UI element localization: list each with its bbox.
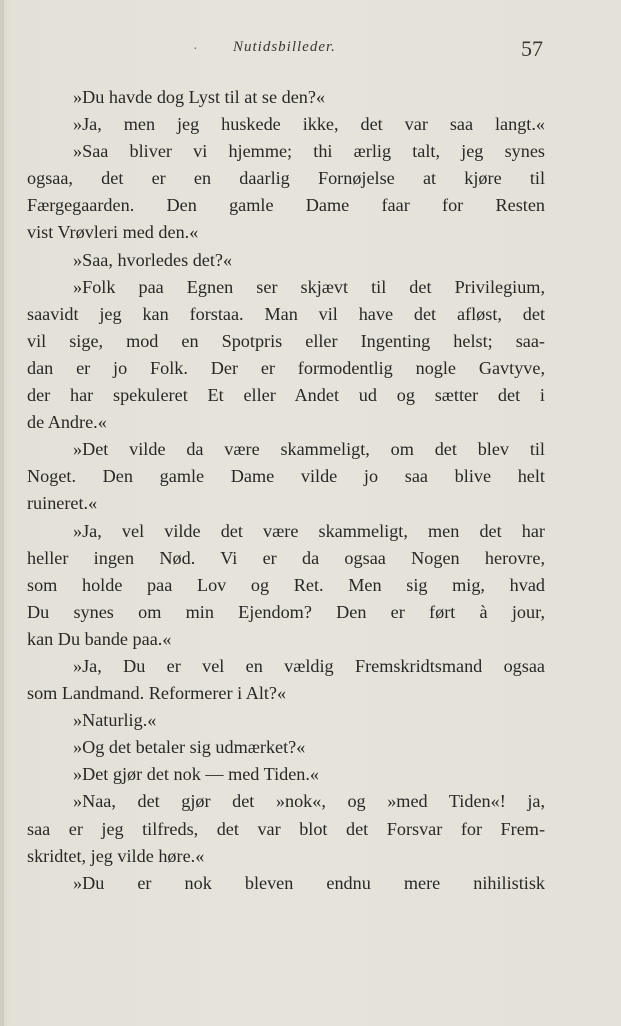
text-line: »Folk paa Egnen ser skjævt til det Privilegium, [73,276,545,297]
text-line: »Du er nok bleven endnu mere nihilistisk [73,872,545,893]
text-line: de Andre.« [27,412,107,433]
page-number: 57 [521,36,543,61]
text-line: som Landmand. Reformerer i Alt?« [27,683,287,704]
text-line: som holde paa Lov og Ret. Men sig mig, hvad [27,574,545,595]
text-line: saa er jeg tilfreds, det var blot det Forsvar for Frem- [27,818,545,839]
text-line: Du synes om min Ejendom? Den er ført à jour, [27,601,545,622]
text-line: »Naa, det gjør det »nok«, og »med Tiden«! ja, [73,791,545,812]
text-line: »Du havde dog Lyst til at se den?« [73,87,326,107]
text-line: vist Vrøvleri med den.« [27,222,199,243]
text-line: ruineret.« [27,493,98,514]
text-line: »Ja, vel vilde det være skammeligt, men det har [73,520,545,541]
header-ornament: · [193,42,198,57]
text-line: »Saa, hvorledes det?« [73,249,233,270]
text-line: »Og det betaler sig udmærket?« [73,737,306,758]
text-line: »Naturlig.« [73,710,157,731]
text-line: Færgegaarden. Den gamle Dame faar for Resten [27,195,545,216]
text-line: »Ja, men jeg huskede ikke, det var saa langt.« [73,114,545,135]
text-line: »Ja, Du er vel en vældig Fremskridtsmand ogsaa [73,655,545,676]
text-line: skridtet, jeg vilde høre.« [27,845,205,866]
body-text [27,84,545,897]
text-line: dan er jo Folk. Der er formodentlig nogle Gavtyve, [27,357,545,378]
text-line: »Det gjør det nok — med Tiden.« [73,764,320,785]
text-line: »Det vilde da være skammeligt, om det blev til [73,439,545,460]
text-line: »Saa bliver vi hjemme; thi ærlig talt, jeg synes [73,141,545,162]
running-head [0,38,621,62]
text-line: ogsaa, det er en daarlig Fornøjelse at kjøre til [27,168,545,189]
page-edge [0,0,4,1026]
running-title: Nutidsbilleder. [233,39,336,55]
text-line: Noget. Den gamle Dame vilde jo saa blive helt [27,466,545,487]
text-line: der har spekuleret Et eller Andet ud og sætter det i [27,385,545,406]
text-line: heller ingen Nød. Vi er da ogsaa Nogen herovre, [27,547,545,568]
text-line: kan Du bande paa.« [27,628,172,649]
text-line: vil sige, mod en Spotpris eller Ingenting helst; saa- [27,330,545,351]
text-line: saavidt jeg kan forstaa. Man vil have det afløst, det [27,303,545,324]
